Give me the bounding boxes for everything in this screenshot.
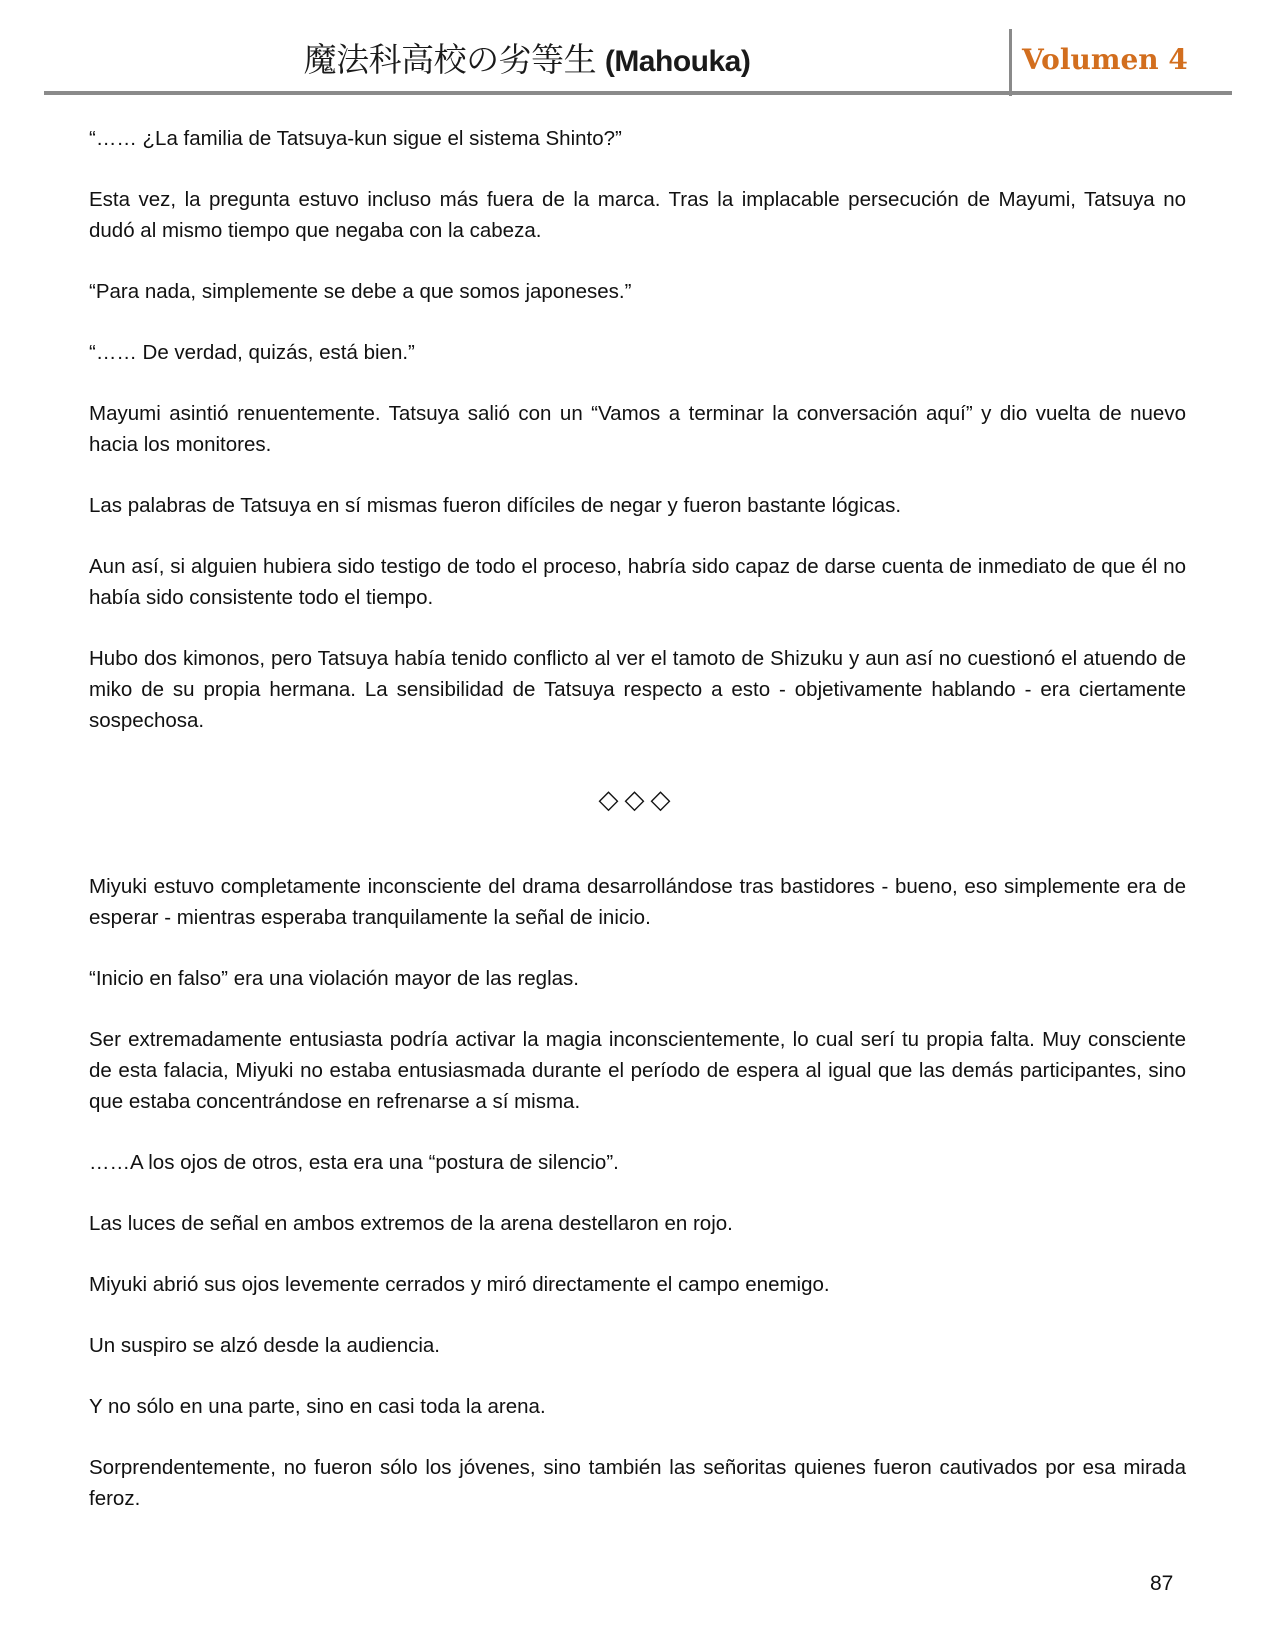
paragraph: Sorprendentemente, no fueron sólo los jóvenes, sino también las señoritas quienes fueron cautivados por esa mirada feroz.	[89, 1456, 1186, 1510]
paragraph: ……A los ojos de otros, esta era una “postura de silencio”.	[89, 1151, 619, 1174]
paragraph: Esta vez, la pregunta estuvo incluso más fuera de la marca. Tras la implacable persecución de Mayumi, Tatsuya no dudó al mismo tiempo que negaba con la cabeza.	[89, 188, 1186, 242]
paragraph: “Inicio en falso” era una violación mayor de las reglas.	[89, 967, 579, 990]
header-rule	[44, 91, 1232, 95]
book-title	[44, 38, 1010, 84]
paragraph: “Para nada, simplemente se debe a que somos japoneses.”	[89, 280, 632, 303]
paragraph: Aun así, si alguien hubiera sido testigo de todo el proceso, habría sido capaz de darse cuenta de inmediato de que él no había sido consistente todo el tiempo.	[89, 555, 1186, 609]
header-divider	[1009, 29, 1012, 96]
paragraph: Y no sólo en una parte, sino en casi toda la arena.	[89, 1395, 546, 1418]
paragraph: “…… ¿La familia de Tatsuya-kun sigue el sistema Shinto?”	[89, 127, 622, 150]
paragraph: Miyuki estuvo completamente inconsciente del drama desarrollándose tras bastidores - bueno, eso simplemente era de esperar - mientras esperaba tranquilamente la señal de inicio.	[89, 875, 1186, 929]
book-title-latin: (Mahouka)	[604, 45, 751, 78]
page-body	[89, 123, 1186, 1544]
paragraph: Un suspiro se alzó desde la audiencia.	[89, 1334, 440, 1357]
scene-break-diamonds: ◇◇◇	[598, 784, 677, 814]
book-title-japanese: 魔法科高校の劣等生	[303, 41, 597, 78]
paragraph: Ser extremadamente entusiasta podría activar la magia inconscientemente, lo cual serí tu propia falta. Muy consciente de esta falacia, Miyuki no estaba entusiasmada durante el período de espera al igual que las demás participantes, sino que estaba concentrándose en refrenarse a sí misma.	[89, 1028, 1186, 1113]
paragraph: Miyuki abrió sus ojos levemente cerrados y miró directamente el campo enemigo.	[89, 1273, 830, 1296]
paragraph: Las palabras de Tatsuya en sí mismas fueron difíciles de negar y fueron bastante lógicas.	[89, 494, 902, 517]
paragraph: Hubo dos kimonos, pero Tatsuya había tenido conflicto al ver el tamoto de Shizuku y aun así no cuestionó el atuendo de miko de su propia hermana. La sensibilidad de Tatsuya respecto a esto - objetivamente hablando - era ciertamente sospechosa.	[89, 647, 1186, 732]
paragraph: Las luces de señal en ambos extremos de la arena destellaron en rojo.	[89, 1212, 733, 1235]
paragraph: “…… De verdad, quizás, está bien.”	[89, 341, 415, 364]
page-number: 87	[1150, 1572, 1174, 1595]
volume-label: Volumen 4	[1022, 43, 1188, 76]
page-header	[0, 0, 1275, 100]
paragraph: Mayumi asintió renuentemente. Tatsuya salió con un “Vamos a terminar la conversación aquí” y dio vuelta de nuevo hacia los monitores.	[89, 402, 1186, 456]
